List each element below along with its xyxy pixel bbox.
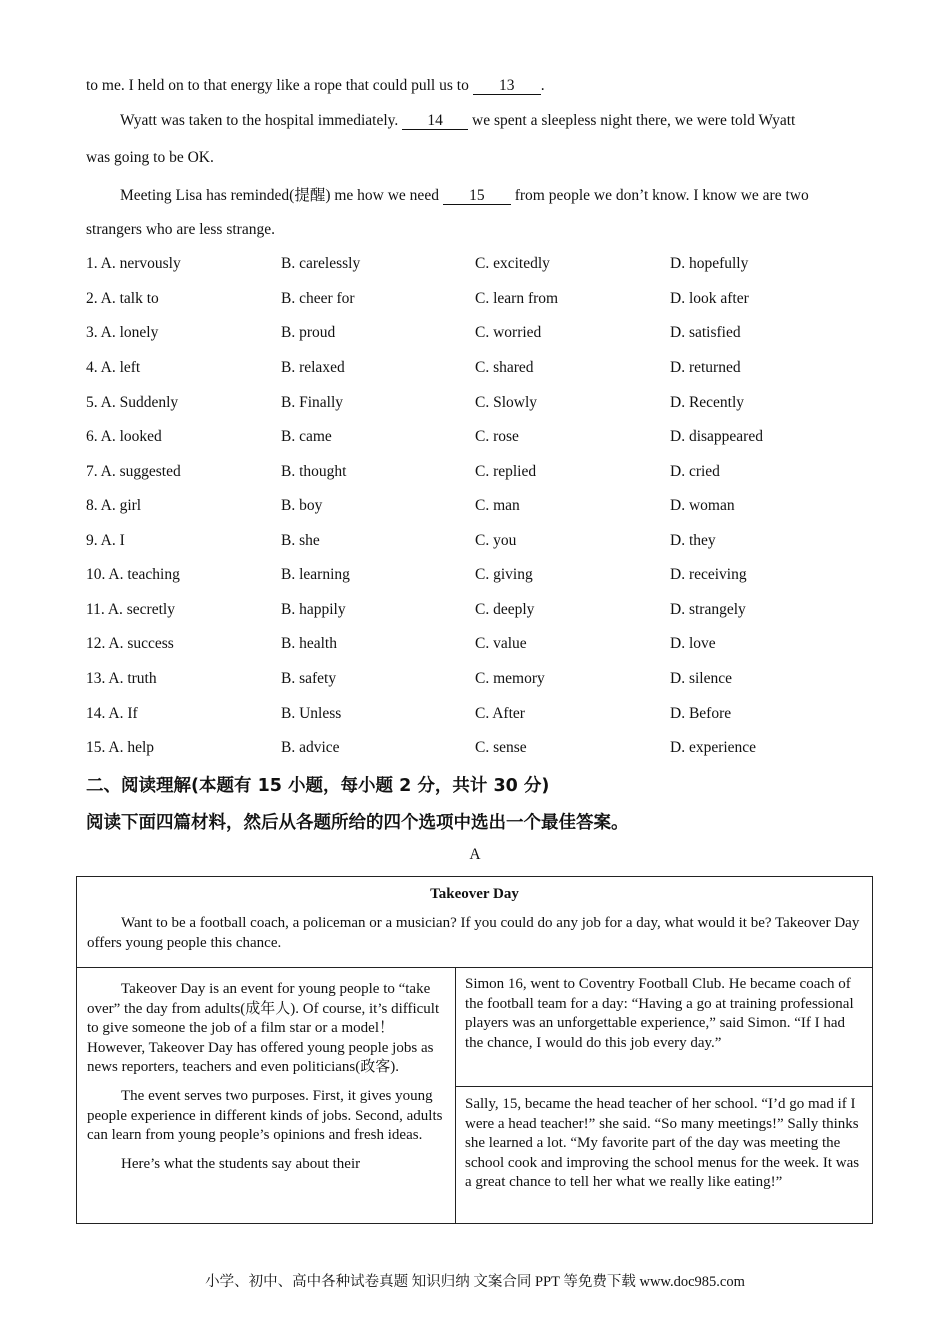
question-row: [86, 290, 866, 312]
option-a: 1. A. nervously: [86, 255, 181, 272]
question-row: [86, 566, 866, 588]
option-d: D. receiving: [670, 566, 747, 583]
question-row: [86, 497, 866, 519]
blank-13: 13: [473, 78, 541, 95]
option-c: C. man: [475, 497, 520, 514]
left-paragraph-3: Here’s what the students say about their: [121, 1155, 361, 1172]
option-d: D. cried: [670, 463, 720, 480]
option-c: C. worried: [475, 324, 542, 341]
option-d: D. hopefully: [670, 255, 749, 272]
passage-label: A: [469, 846, 481, 863]
question-row: [86, 635, 866, 657]
left-paragraph-1: Takeover Day is an event for young people to “take over” the day from adults(成年人). Of course, it’s difficult to give someone the job of a film star or a model！However, Takeover Day has offered young people jobs as news reporters, teachers and even politicians(政客).: [87, 981, 440, 1076]
option-b: B. cheer for: [281, 290, 355, 307]
right-top-cell: [465, 975, 865, 1053]
option-b: B. proud: [281, 324, 336, 341]
option-d: D. strangely: [670, 601, 746, 618]
blank-15: 15: [443, 188, 511, 205]
option-c: C. memory: [475, 670, 545, 687]
question-row: [86, 255, 866, 277]
option-a: 9. A. I: [86, 532, 125, 549]
option-c: C. Slowly: [475, 394, 538, 411]
passage-line-5: strangers who are less strange.: [86, 221, 275, 238]
table-divider: [455, 967, 456, 1223]
passage-text: to me. I held on to that energy like a rope that could pull us to: [86, 77, 473, 94]
passage-line-2: [120, 112, 795, 130]
option-d: D. disappeared: [670, 428, 763, 445]
option-d: D. woman: [670, 497, 735, 514]
option-a: 8. A. girl: [86, 497, 142, 514]
blank-14: 14: [402, 113, 468, 130]
takeover-day-table: [76, 876, 873, 1224]
page-footer: 小学、初中、高中各种试卷真题 知识归纳 文案合同 PPT 等免费下载 www.doc985.com: [205, 1274, 745, 1290]
option-d: D. satisfied: [670, 324, 741, 341]
table-title: Takeover Day: [430, 886, 519, 902]
passage-text: from people we don’t know. I know we are two: [510, 187, 809, 204]
option-b: B. thought: [281, 463, 347, 480]
option-a: 13. A. truth: [86, 670, 157, 687]
option-a: 15. A. help: [86, 739, 155, 756]
option-d: D. they: [670, 532, 716, 549]
left-paragraph-2: The event serves two purposes. First, it gives young people experience in different kinds of jobs. Second, adults can learn from young people’s opinions and fresh ideas.: [87, 1087, 443, 1144]
option-b: B. learning: [281, 566, 350, 583]
option-d: D. Recently: [670, 394, 745, 411]
question-row: [86, 394, 866, 416]
section-heading: 二、阅读理解(本题有 15 小题，每小题 2 分，共计 30 分): [86, 776, 550, 796]
option-d: D. silence: [670, 670, 732, 687]
passage-text: Wyatt was taken to the hospital immediately.: [120, 112, 403, 129]
sally-story: Sally, 15, became the head teacher of her school. “I’d go mad if I were a head teacher!” she said. “So many meetings!” Sally thinks she learned a lot. “My favorite part of the day was meeting the school cook and improving the school menus for the week. It was a great chance to tell her what we really like eating!”: [465, 1096, 860, 1191]
option-a: 10. A. teaching: [86, 566, 180, 583]
table-divider: [77, 967, 872, 968]
option-a: 12. A. success: [86, 635, 174, 652]
option-c: C. giving: [475, 566, 533, 583]
question-row: [86, 532, 866, 554]
option-c: C. sense: [475, 739, 527, 756]
question-row: [86, 324, 866, 346]
passage-line-3: was going to be OK.: [86, 149, 214, 166]
option-a: 14. A. If: [86, 705, 138, 722]
option-c: C. After: [475, 705, 525, 722]
option-a: 3. A. lonely: [86, 324, 159, 341]
option-a: 5. A. Suddenly: [86, 394, 179, 411]
question-row: [86, 601, 866, 623]
option-b: B. Unless: [281, 705, 342, 722]
option-a: 4. A. left: [86, 359, 141, 376]
option-b: B. she: [281, 532, 320, 549]
question-row: [86, 428, 866, 450]
passage-text: Meeting Lisa has reminded(提醒) me how we need: [120, 187, 443, 204]
passage-line-4: [120, 183, 809, 205]
option-d: D. look after: [670, 290, 749, 307]
option-b: B. advice: [281, 739, 340, 756]
option-b: B. Finally: [281, 394, 344, 411]
question-row: [86, 463, 866, 485]
passage-text: .: [540, 77, 545, 94]
passage-line-1: [86, 77, 545, 95]
table-divider: [455, 1086, 872, 1087]
option-b: B. health: [281, 635, 337, 652]
option-a: 2. A. talk to: [86, 290, 159, 307]
option-c: C. shared: [475, 359, 534, 376]
passage-text: we spent a sleepless night there, we were told Wyatt: [468, 112, 796, 129]
option-b: B. came: [281, 428, 332, 445]
option-c: C. deeply: [475, 601, 535, 618]
option-c: C. value: [475, 635, 527, 652]
option-d: D. Before: [670, 705, 732, 722]
question-row: [86, 739, 866, 761]
question-row: [86, 359, 866, 381]
intro-text: Want to be a football coach, a policeman or a musician? If you could do any job for a day, what would it be? Takeover Day offers young people this chance.: [87, 915, 860, 951]
option-a: 6. A. looked: [86, 428, 162, 445]
option-b: B. relaxed: [281, 359, 345, 376]
option-c: C. rose: [475, 428, 519, 445]
option-d: D. experience: [670, 739, 757, 756]
option-b: B. happily: [281, 601, 346, 618]
right-bottom-cell: [465, 1095, 865, 1193]
question-row: [86, 705, 866, 727]
question-row: [86, 670, 866, 692]
option-d: D. returned: [670, 359, 741, 376]
option-a: 7. A. suggested: [86, 463, 181, 480]
left-cell: [87, 980, 447, 1174]
simon-story: Simon 16, went to Coventry Football Club. He became coach of the football team for a day: “Having a go at training professional players was an unforgettable experience,” said Simon. “If I had the chance, I would do this job every day.”: [465, 976, 854, 1051]
option-c: C. you: [475, 532, 517, 549]
option-b: B. boy: [281, 497, 323, 514]
option-a: 11. A. secretly: [86, 601, 175, 618]
option-d: D. love: [670, 635, 716, 652]
option-b: B. carelessly: [281, 255, 361, 272]
section-instruction: 阅读下面四篇材料，然后从各题所给的四个选项中选出一个最佳答案。: [86, 813, 629, 833]
option-c: C. replied: [475, 463, 537, 480]
option-b: B. safety: [281, 670, 337, 687]
option-c: C. excitedly: [475, 255, 550, 272]
option-c: C. learn from: [475, 290, 559, 307]
table-intro: [87, 914, 862, 953]
